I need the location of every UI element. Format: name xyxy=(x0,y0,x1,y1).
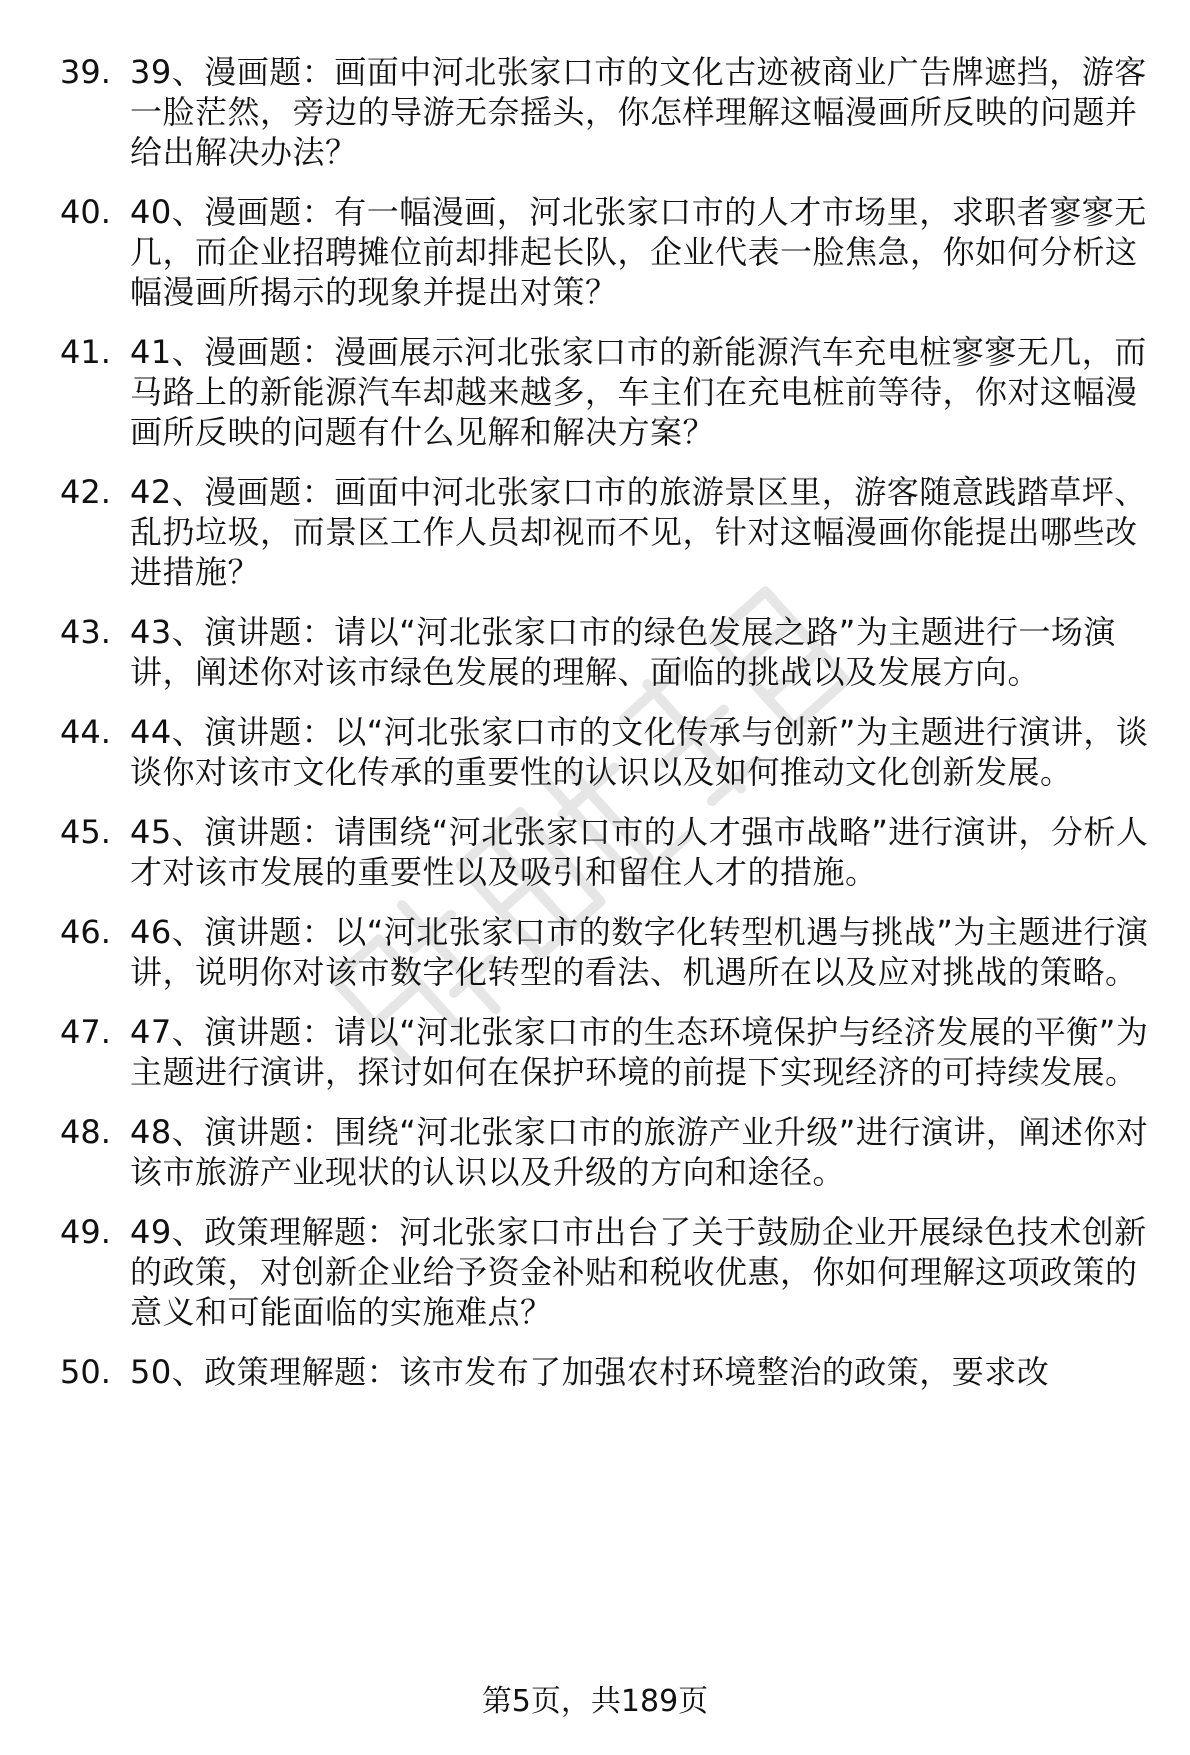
question-text: 50、政策理解题：该市发布了加强农村环境整治的政策，要求改 xyxy=(130,1353,1050,1391)
question-text: 46、演讲题：以“河北张家口市的数字化转型机遇与挑战”为主题进行演讲，说明你对该市数字化转型的看法、机遇所在以及应对挑战的策略。 xyxy=(130,913,1149,991)
question-number: 44. xyxy=(60,713,111,751)
list-item xyxy=(60,332,1150,452)
list-item xyxy=(60,1352,1150,1392)
question-number: 39. xyxy=(60,53,111,91)
question-list xyxy=(60,52,1150,1412)
question-number: 45. xyxy=(60,813,111,851)
question-number: 50. xyxy=(60,1353,111,1391)
page-number-label: 第5页，共189页 xyxy=(481,1684,709,1719)
list-item xyxy=(60,712,1150,792)
question-text: 41、漫画题：漫画展示河北张家口市的新能源汽车充电桩寥寥无几，而马路上的新能源汽车却越来越多，车主们在充电桩前等待，你对这幅漫画所反映的问题有什么见解和解决方案？ xyxy=(130,333,1147,451)
question-text: 40、漫画题：有一幅漫画，河北张家口市的人才市场里，求职者寥寥无几，而企业招聘摊位前却排起长队，企业代表一脸焦急，你如何分析这幅漫画所揭示的现象并提出对策？ xyxy=(130,193,1147,311)
question-number: 41. xyxy=(60,333,111,371)
question-number: 46. xyxy=(60,913,111,951)
list-item xyxy=(60,1212,1150,1332)
list-item xyxy=(60,192,1150,312)
list-item xyxy=(60,52,1150,172)
question-text: 48、演讲题：围绕“河北张家口市的旅游产业升级”进行演讲，阐述你对该市旅游产业现状的认识以及升级的方向和途径。 xyxy=(130,1113,1149,1191)
question-text: 42、漫画题：画面中河北张家口市的旅游景区里，游客随意践踏草坪、乱扔垃圾，而景区工作人员却视而不见，针对这幅漫画你能提出哪些改进措施？ xyxy=(130,473,1147,591)
question-number: 43. xyxy=(60,613,111,651)
list-item xyxy=(60,912,1150,992)
question-number: 40. xyxy=(60,193,111,231)
question-text: 44、演讲题：以“河北张家口市的文化传承与创新”为主题进行演讲，谈谈你对该市文化传承的重要性的认识以及如何推动文化创新发展。 xyxy=(130,713,1149,791)
question-number: 47. xyxy=(60,1013,111,1051)
list-item xyxy=(60,472,1150,592)
list-item xyxy=(60,612,1150,692)
list-item xyxy=(60,1012,1150,1092)
question-number: 49. xyxy=(60,1213,111,1251)
question-text: 45、演讲题：请围绕“河北张家口市的人才强市战略”进行演讲，分析人才对该市发展的重要性以及吸引和留住人才的措施。 xyxy=(130,813,1149,891)
list-item xyxy=(60,812,1150,892)
list-item xyxy=(60,1112,1150,1192)
page-footer xyxy=(0,1683,1190,1721)
question-number: 48. xyxy=(60,1113,111,1151)
question-text: 43、演讲题：请以“河北张家口市的绿色发展之路”为主题进行一场演讲，阐述你对该市绿色发展的理解、面临的挑战以及发展方向。 xyxy=(130,613,1116,691)
question-text: 39、漫画题：画面中河北张家口市的文化古迹被商业广告牌遮挡，游客一脸茫然，旁边的导游无奈摇头，你怎样理解这幅漫画所反映的问题并给出解决办法？ xyxy=(130,53,1147,171)
question-text: 49、政策理解题：河北张家口市出台了关于鼓励企业开展绿色技术创新的政策，对创新企业给予资金补贴和税收优惠，你如何理解这项政策的意义和可能面临的实施难点？ xyxy=(130,1213,1147,1331)
question-text: 47、演讲题：请以“河北张家口市的生态环境保护与经济发展的平衡”为主题进行演讲，探讨如何在保护环境的前提下实现经济的可持续发展。 xyxy=(130,1013,1149,1091)
question-number: 42. xyxy=(60,473,111,511)
